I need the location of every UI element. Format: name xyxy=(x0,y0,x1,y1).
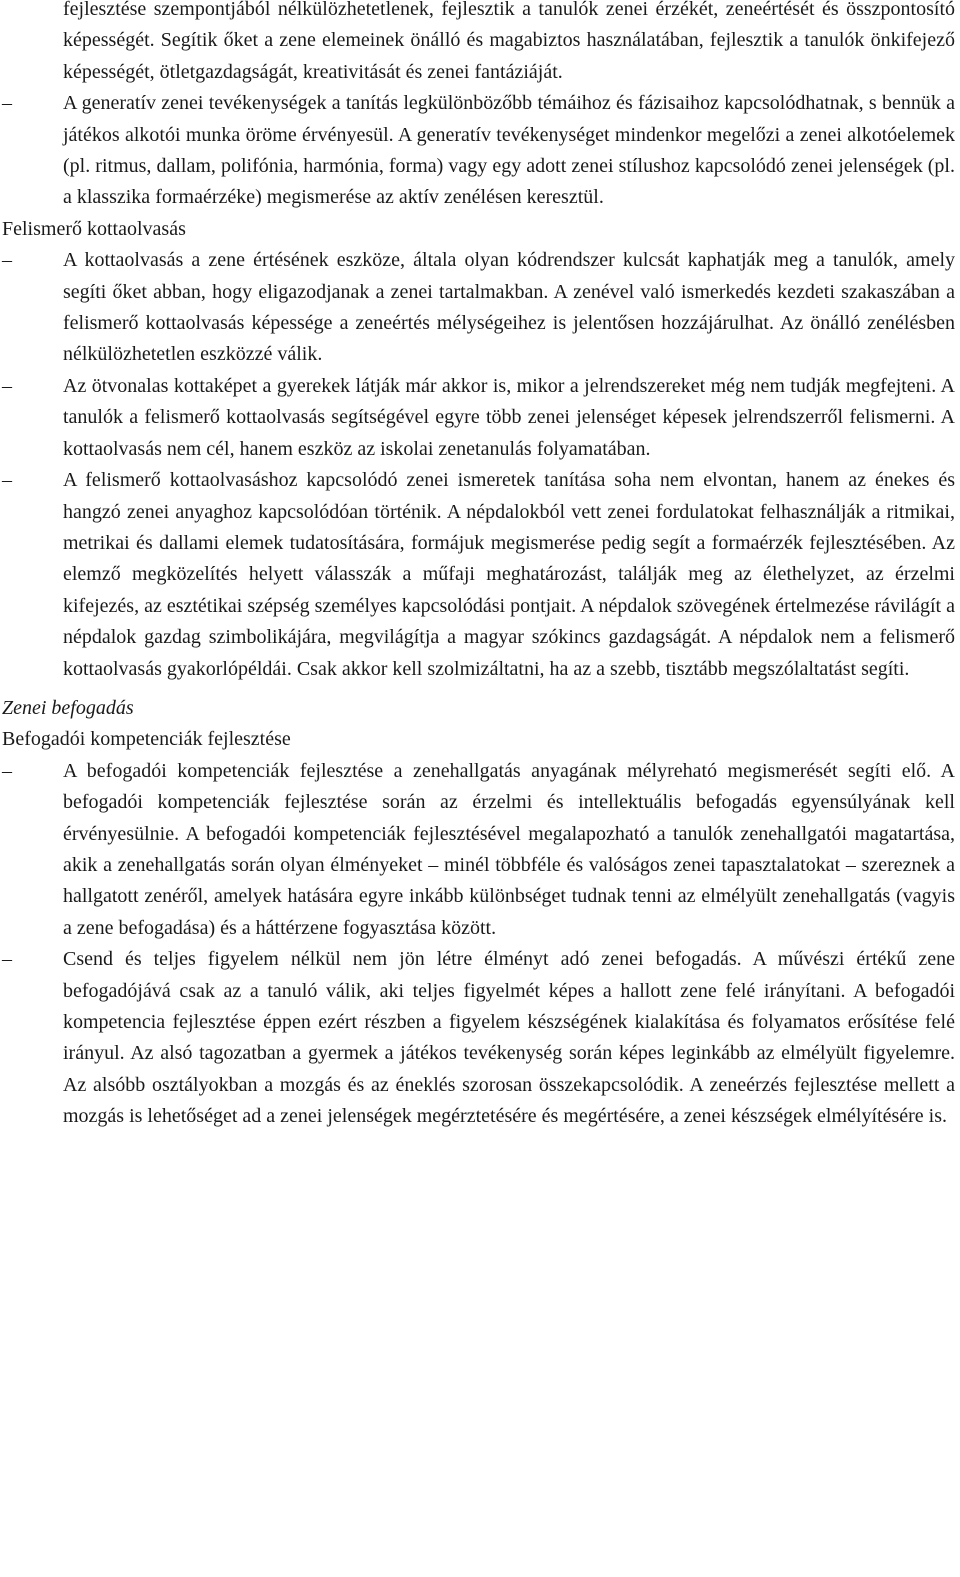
list-item xyxy=(2,465,955,685)
list-item-text: A generatív zenei tevékenységek a tanítás legkülönbözőbb témáihoz és fázisaihoz kapcsolódhatnak, s bennük a játékos alkotói munka öröme érvényesül. A generatív tevékenységet mindenkor megelőzi a zenei alkotóelemek (pl. ritmus, dallam, polifónia, harmónia, forma) vagy egy adott zenei stílushoz kapcsolódó zenei jelenségek (pl. a klasszika formaérzéke) megismerése az aktív zenélésen keresztül. xyxy=(63,92,955,209)
list-item xyxy=(2,756,955,944)
dash-bullet: – xyxy=(2,469,12,492)
dash-bullet: – xyxy=(2,249,12,272)
list-item-text: Csend és teljes figyelem nélkül nem jön létre élményt adó zenei befogadás. A művészi értékű zene befogadójává csak az a tanuló válik, aki teljes figyelmét képes a hallott zene felé irányítani. A befogadói kompetencia fejlesztése éppen ezért részben a figyelem készségének kialakítása és folyamatos erősítése felé irányul. Az alsó tagozatban a gyermek a játékos tevékenység során képes leginkább az elmélyült figyelemre. Az alsóbb osztályokban a mozgás és az éneklés szorosan összekapcsolódik. A zeneérzés fejlesztése mellett a mozgás is lehetőséget ad a zenei jelenségek megérztetésére és megértésére, a zenei készségek elmélyítésére is. xyxy=(63,948,955,1128)
list-item xyxy=(2,245,955,371)
subsection-heading: Befogadói kompetenciák fejlesztése xyxy=(2,728,291,751)
list-item-text: Az ötvonalas kottaképet a gyerekek látják már akkor is, mikor a jelrendszereket még nem tudják megfejteni. A tanulók a felismerő kottaolvasás segítségével egyre több zenei jelenséget képesek jelrendszerről felismerni. A kottaolvasás nem cél, hanem eszköz az iskolai zenetanulás folyamatában. xyxy=(63,374,955,460)
section-gap xyxy=(2,685,955,693)
list-item-generative xyxy=(2,88,955,214)
section-heading-kottaolvasas: Felismerő kottaolvasás xyxy=(2,217,186,240)
list-item xyxy=(2,371,955,465)
section-heading-befogadas: Zenei befogadás xyxy=(2,696,134,719)
list-item-text: A felismerő kottaolvasáshoz kapcsolódó zenei ismeretek tanítása soha nem elvontan, hanem az énekes és hangzó zenei anyaghoz kapcsolódóan történik. A népdalokból vett zenei fordulatokat felhasználják a ritmikai, metrikai és dallami elemek tudatosítására, formájuk megismerése pedig segít a formaérzék fejlesztésében. Az elemző megközelítés helyett válasszák a műfaji meghatározást, találják meg az élethelyzet, az érzelmi kifejezés, az esztétikai szépség személyes kapcsolódási pontjait. A népdalok szövegének értelmezése rávilágít a népdalok gazdag szimbolikájára, megvilágítja a magyar szókincs gazdagságát. A népdalok nem a felismerő kottaolvasás gyakorlópéldái. Csak akkor kell szolmizáltatni, ha az a szebb, tisztább megszólaltatást segíti. xyxy=(63,469,955,680)
list-item-text: A befogadói kompetenciák fejlesztése a zenehallgatás anyagának mélyreható megismerését segíti elő. A befogadói kompetenciák fejlesztése során az érzelmi és intellektuális befogadás egyensúlyának kell érvényesülnie. A befogadói kompetenciák fejlesztésével megalapozható a tanulók zenehallgatói magatartása, akik a zenehallgatás során olyan élményeket – minél többféle és valóságos zenei tapasztalatokat – szereznek a hallgatott zenéről, amelyek hatására egyre inkább különbséget tudnak tenni az elmélyült zenehallgatás (vagyis a zene befogadása) és a háttérzene fogyasztása között. xyxy=(63,759,955,939)
continued-paragraph: fejlesztése szempontjából nélkülözhetetlenek, fejlesztik a tanulók zenei érzékét, zeneértését és összpontosító képességét. Segítik őket a zene elemeinek önálló és magabiztos használatában, fejlesztik a tanulók önkifejező képességét, ötletgazdagságát, kreativitását és zenei fantáziáját. xyxy=(63,0,955,83)
list-item xyxy=(2,944,955,1132)
document-page xyxy=(2,0,955,1133)
dash-bullet: – xyxy=(2,374,12,397)
dash-bullet: – xyxy=(2,948,12,971)
list-item-text: A kottaolvasás a zene értésének eszköze, általa olyan kódrendszer kulcsát kaphatják meg a tanulók, amely segíti őket abban, hogy eligazodjanak a zenei tartalmakban. A zenével való ismerkedés kezdeti szakaszában a felismerő kottaolvasás képessége a zeneértés mélységeihez is jelentősen hozzájárulhat. Az önálló zenélésben nélkülözhetetlen eszközzé válik. xyxy=(63,249,955,366)
dash-bullet: – xyxy=(2,759,12,782)
dash-bullet: – xyxy=(2,92,12,115)
